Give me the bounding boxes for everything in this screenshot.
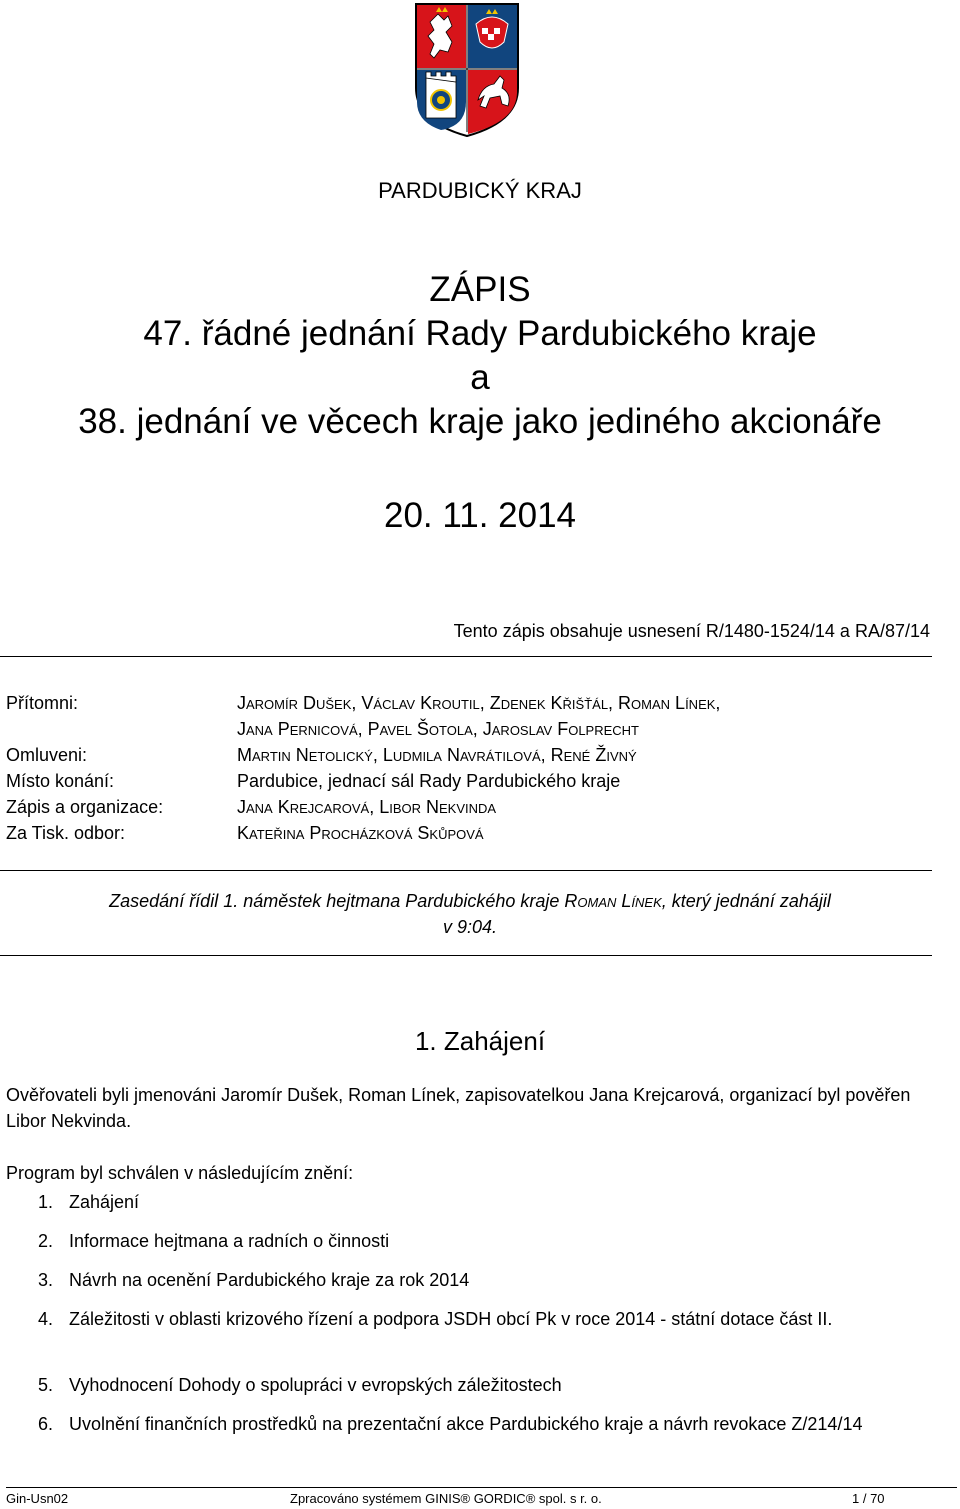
chair-note-time: v 9:04. xyxy=(442,917,498,937)
resolution-notice: Tento zápis obsahuje usnesení R/1480-1524/14 a RA/87/14 xyxy=(453,621,930,641)
venue-value: Pardubice, jednací sál Rady Pardubického kraje xyxy=(237,771,621,791)
present-members-line2: Jana Pernicová, Pavel Šotola, Jaroslav Folprecht xyxy=(237,719,639,739)
list-item-text: Zahájení xyxy=(69,1192,140,1212)
list-item-text: Uvolnění finančních prostředků na prezentační akce Pardubického kraje a návrh revokace Z/214/14 xyxy=(69,1414,863,1434)
list-item-text: Záležitosti v oblasti krizového řízení a podpora JSDH obcí Pk v roce 2014 - státní dotace část II. xyxy=(69,1309,833,1329)
minutes-takers: Jana Krejcarová, Libor Nekvinda xyxy=(237,797,497,817)
press-label: Za Tisk. odbor: xyxy=(6,823,126,843)
excused-members: Martin Netolický, Ludmila Navrátilová, René Živný xyxy=(237,745,637,765)
chair-note-text: , který jednání zahájil xyxy=(661,891,831,911)
list-item-number: 4. xyxy=(38,1309,54,1329)
excused-label: Omluveni: xyxy=(6,745,88,765)
program-intro: Program byl schválen v následujícím znění: xyxy=(6,1163,354,1183)
coat-of-arms-icon xyxy=(414,2,520,138)
section-heading: 1. Zahájení xyxy=(414,1026,546,1056)
footer-divider xyxy=(6,1487,957,1488)
chair-note-text: Zasedání řídil 1. náměstek hejtmana Pardubického kraje xyxy=(109,891,565,911)
list-item-number: 3. xyxy=(38,1270,54,1290)
meeting-title-line1: 47. řádné jednání Rady Pardubického kraje xyxy=(143,314,817,353)
list-item-number: 2. xyxy=(38,1231,54,1251)
document-title: ZÁPIS xyxy=(429,270,531,309)
verifiers-paragraph: Ověřovateli byli jmenováni Jaromír Dušek, Roman Línek, zapisovatelkou Jana Krejcarová, organizací byl pověřen Libor Nekvinda. xyxy=(6,1085,911,1131)
list-item-number: 5. xyxy=(38,1375,54,1395)
region-name: PARDUBICKÝ KRAJ xyxy=(378,178,582,203)
minutes-label: Zápis a organizace: xyxy=(6,797,164,817)
meeting-date: 20. 11. 2014 xyxy=(383,496,577,535)
list-item-text: Informace hejtmana a radních o činnosti xyxy=(69,1231,390,1251)
chair-name: Roman Línek xyxy=(564,891,662,911)
meeting-title-conjunction: a xyxy=(470,358,490,397)
footer-system: Zpracováno systémem GINIS® GORDIC® spol. s r. o. xyxy=(290,1491,602,1506)
divider xyxy=(0,656,932,657)
list-item-number: 6. xyxy=(38,1414,54,1434)
present-members-line1: Jaromír Dušek, Václav Kroutil, Zdenek Křišťál, Roman Línek, xyxy=(237,693,721,713)
footer-page-number: 1 / 70 xyxy=(852,1491,885,1506)
present-label: Přítomni: xyxy=(6,693,79,713)
press-contact: Kateřina Procházková Skůpová xyxy=(237,823,484,843)
coat-of-arms xyxy=(414,2,520,138)
divider xyxy=(0,955,932,956)
venue-label: Místo konání: xyxy=(6,771,115,791)
chair-note xyxy=(10,888,930,940)
meeting-title-line2: 38. jednání ve věcech kraje jako jediného akcionáře xyxy=(78,402,882,441)
divider xyxy=(0,870,932,871)
list-item-text: Vyhodnocení Dohody o spolupráci v evropských záležitostech xyxy=(69,1375,562,1395)
list-item-text: Návrh na ocenění Pardubického kraje za rok 2014 xyxy=(69,1270,470,1290)
list-item-number: 1. xyxy=(38,1192,54,1212)
footer-doc-code: Gin-Usn02 xyxy=(6,1491,69,1506)
